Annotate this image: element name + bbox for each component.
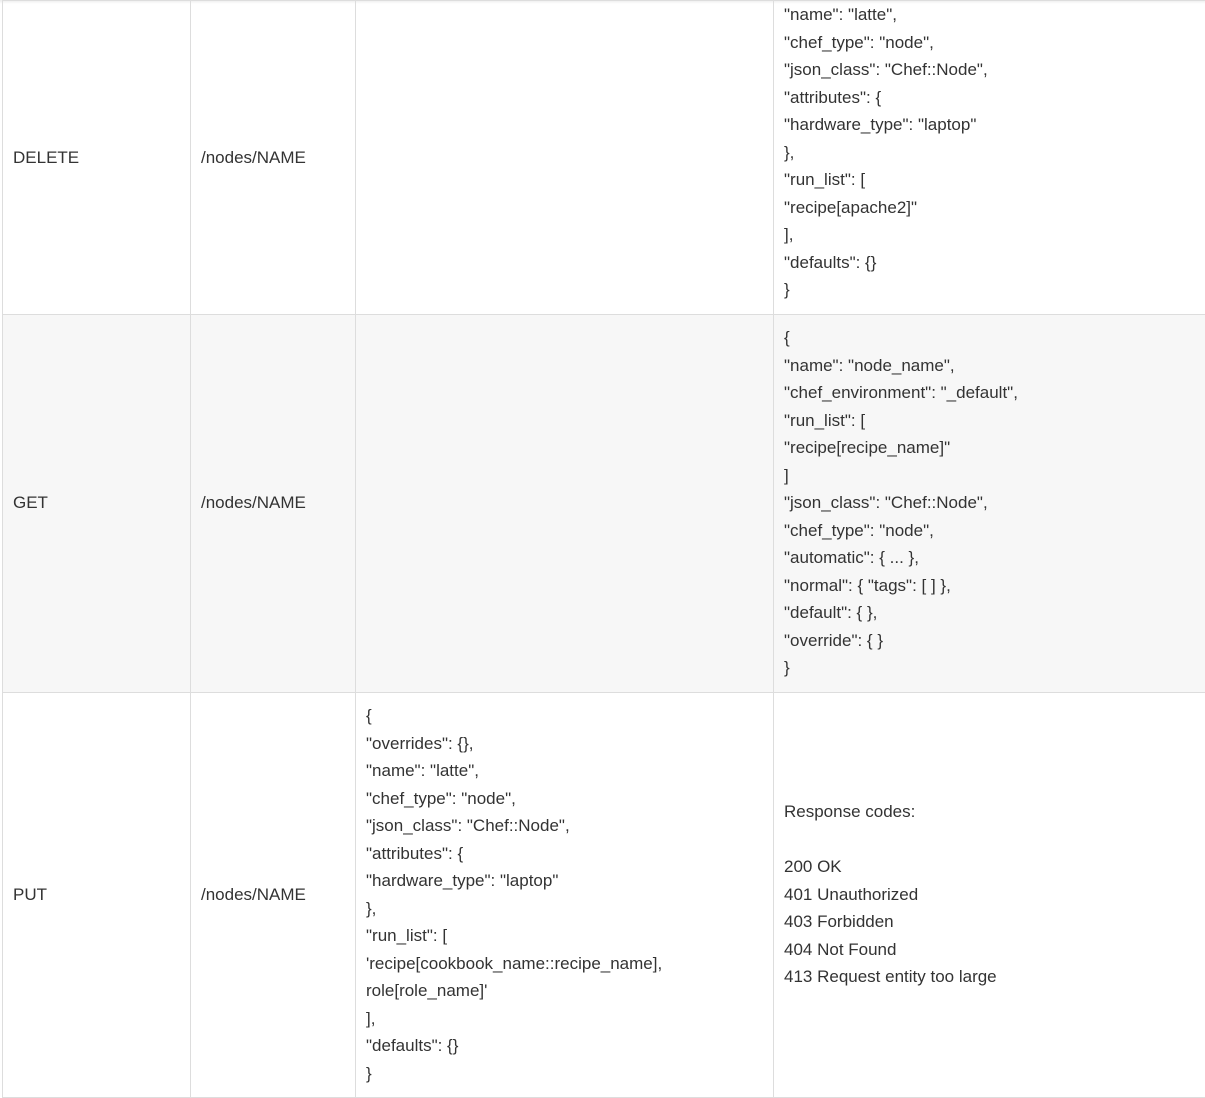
text-line: "defaults": {} xyxy=(784,249,1195,277)
text-line: "json_class": "Chef::Node", xyxy=(366,812,763,840)
text-line: "recipe[recipe_name]" xyxy=(784,434,1195,462)
text-line: "run_list": [ xyxy=(366,922,763,950)
request-body-cell xyxy=(356,692,774,1097)
request-body xyxy=(366,149,763,165)
method-label: GET xyxy=(13,493,48,512)
text-line: "hardware_type": "laptop" xyxy=(366,867,763,895)
table-row-delete xyxy=(3,1,1205,315)
request-body-cell xyxy=(356,1,774,315)
text-line xyxy=(784,826,1195,854)
text-line: } xyxy=(784,276,1195,304)
method-cell xyxy=(3,314,191,692)
table-row-get xyxy=(3,314,1205,692)
text-line: }, xyxy=(366,895,763,923)
text-line: ], xyxy=(784,221,1195,249)
text-line: } xyxy=(366,1060,763,1088)
text-line: "json_class": "Chef::Node", xyxy=(784,489,1195,517)
text-line: "attributes": { xyxy=(366,840,763,868)
text-line: "overrides": {}, xyxy=(366,730,763,758)
response-body xyxy=(784,1,1195,304)
text-line: "override": { } xyxy=(784,627,1195,655)
text-line: "attributes": { xyxy=(784,84,1195,112)
method-cell xyxy=(3,692,191,1097)
request-body xyxy=(366,495,763,511)
request-body-cell xyxy=(356,314,774,692)
text-line: role[role_name]' xyxy=(366,977,763,1005)
text-line: "normal": { "tags": [ ] }, xyxy=(784,572,1195,600)
text-line: { xyxy=(784,324,1195,352)
text-line: "recipe[apache2]" xyxy=(784,194,1195,222)
endpoint-label: /nodes/NAME xyxy=(201,148,306,167)
api-endpoints-table xyxy=(2,0,1205,1098)
text-line: 404 Not Found xyxy=(784,936,1195,964)
method-label: PUT xyxy=(13,885,47,904)
text-line: "json_class": "Chef::Node", xyxy=(784,56,1195,84)
text-line: 401 Unauthorized xyxy=(784,881,1195,909)
text-line: 413 Request entity too large xyxy=(784,963,1195,991)
text-line: "chef_type": "node", xyxy=(366,785,763,813)
text-line: "name": "latte", xyxy=(366,757,763,785)
text-line: } xyxy=(784,654,1195,682)
text-line: 'recipe[cookbook_name::recipe_name], xyxy=(366,950,763,978)
text-line: "chef_type": "node", xyxy=(784,29,1195,57)
text-line: "name": "node_name", xyxy=(784,352,1195,380)
response-codes-cell xyxy=(774,692,1205,1097)
text-line: "automatic": { ... }, xyxy=(784,544,1195,572)
table-row-put xyxy=(3,692,1205,1097)
response-body xyxy=(784,316,1195,690)
response-body-cell xyxy=(774,1,1205,315)
method-cell xyxy=(3,1,191,315)
text-line: 403 Forbidden xyxy=(784,908,1195,936)
endpoint-cell xyxy=(191,692,356,1097)
text-line: 200 OK xyxy=(784,853,1195,881)
text-line: "run_list": [ xyxy=(784,166,1195,194)
endpoint-cell xyxy=(191,314,356,692)
text-line: }, xyxy=(784,139,1195,167)
text-line: "defaults": {} xyxy=(366,1032,763,1060)
method-label: DELETE xyxy=(13,148,79,167)
text-line: "default": { }, xyxy=(784,599,1195,627)
endpoint-label: /nodes/NAME xyxy=(201,493,306,512)
response-body-cell xyxy=(774,314,1205,692)
text-line: "chef_environment": "_default", xyxy=(784,379,1195,407)
text-line: "name": "latte", xyxy=(784,1,1195,29)
endpoint-label: /nodes/NAME xyxy=(201,885,306,904)
text-line: "hardware_type": "laptop" xyxy=(784,111,1195,139)
text-line: "chef_type": "node", xyxy=(784,517,1195,545)
text-line: ] xyxy=(784,462,1195,490)
text-line: { xyxy=(366,702,763,730)
request-body xyxy=(366,694,763,1095)
response-codes xyxy=(784,798,1195,991)
text-line: ], xyxy=(366,1005,763,1033)
endpoint-cell xyxy=(191,1,356,315)
text-line: Response codes: xyxy=(784,798,1195,826)
text-line: "run_list": [ xyxy=(784,407,1195,435)
